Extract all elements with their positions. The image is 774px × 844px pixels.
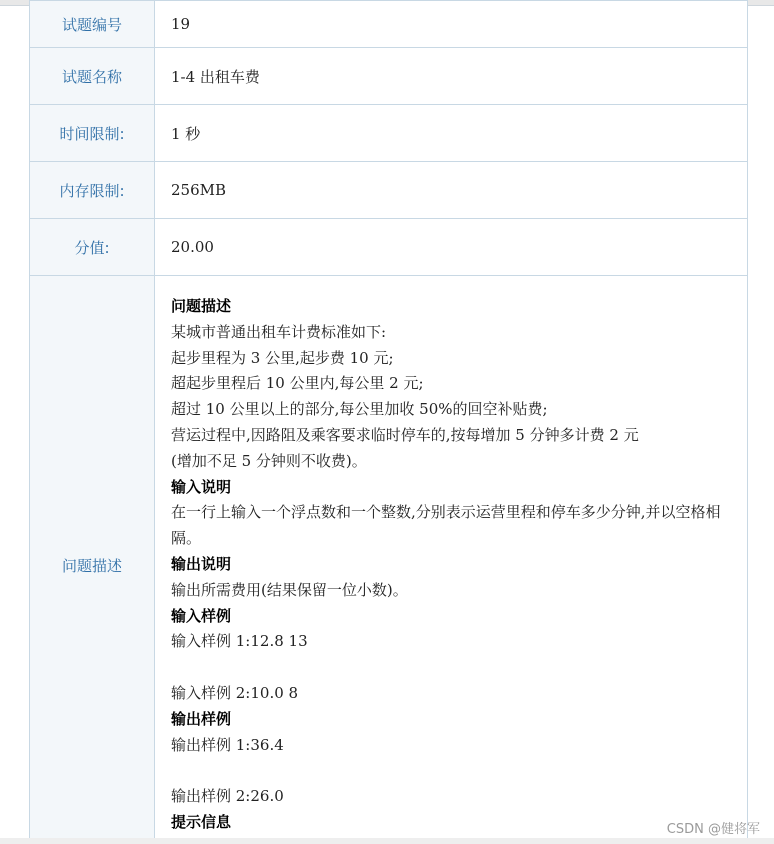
page-bottom-border — [0, 838, 774, 844]
time-limit-value: 1 秒 — [155, 105, 748, 162]
sample-output-section-title: 输出样例 — [171, 709, 232, 728]
problem-id-value: 19 — [155, 1, 748, 48]
problem-text-line: 营运过程中,因路阻及乘客要求临时停车的,按每增加 5 分钟多计费 2 元 — [171, 425, 639, 444]
sample-input-2: 输入样例 2:10.0 8 — [171, 683, 299, 702]
memory-limit-value: 256MB — [155, 162, 748, 219]
problem-text-line: 起步里程为 3 公里,起步费 10 元; — [171, 348, 394, 367]
table-row — [30, 1, 748, 48]
memory-limit-label: 内存限制: — [30, 162, 155, 219]
problem-description — [155, 276, 748, 844]
hint-section-title: 提示信息 — [171, 812, 232, 831]
problem-text-line: 超过 10 公里以上的部分,每公里加收 50%的回空补贴费; — [171, 400, 548, 419]
problem-text-line: (增加不足 5 分钟则不收费)。 — [171, 451, 367, 470]
input-section-title: 输入说明 — [171, 477, 232, 496]
problem-section-title: 问题描述 — [171, 297, 232, 315]
problem-name-label: 试题名称 — [30, 48, 155, 105]
description-label: 问题描述 — [30, 276, 155, 844]
problem-id-label: 试题编号 — [30, 1, 155, 48]
problem-text-line: 某城市普通出租车计费标准如下: — [171, 322, 387, 341]
table-row — [30, 162, 748, 219]
output-description-text: 输出所需费用(结果保留一位小数)。 — [171, 580, 408, 599]
output-section-title: 输出说明 — [171, 554, 232, 573]
blank-line — [171, 655, 733, 681]
sample-output-1: 输出样例 1:36.4 — [171, 735, 284, 754]
sample-output-2: 输出样例 2:26.0 — [171, 787, 284, 806]
table-row — [30, 276, 748, 844]
table-row — [30, 105, 748, 162]
score-value: 20.00 — [155, 219, 748, 276]
input-description-text: 在一行上输入一个浮点数和一个整数,分别表示运营里程和停车多少分钟,并以空格相隔。 — [171, 503, 721, 548]
problem-name-value: 1-4 出租车费 — [155, 48, 748, 105]
time-limit-label: 时间限制: — [30, 105, 155, 162]
blank-line — [171, 758, 733, 784]
table-row — [30, 219, 748, 276]
sample-input-section-title: 输入样例 — [171, 606, 232, 625]
sample-input-1: 输入样例 1:12.8 13 — [171, 632, 308, 651]
score-label: 分值: — [30, 219, 155, 276]
table-row — [30, 48, 748, 105]
csdn-watermark: CSDN @健将军 — [666, 822, 760, 837]
problem-info-table — [29, 0, 748, 844]
problem-text-line: 超起步里程后 10 公里内,每公里 2 元; — [171, 374, 424, 393]
